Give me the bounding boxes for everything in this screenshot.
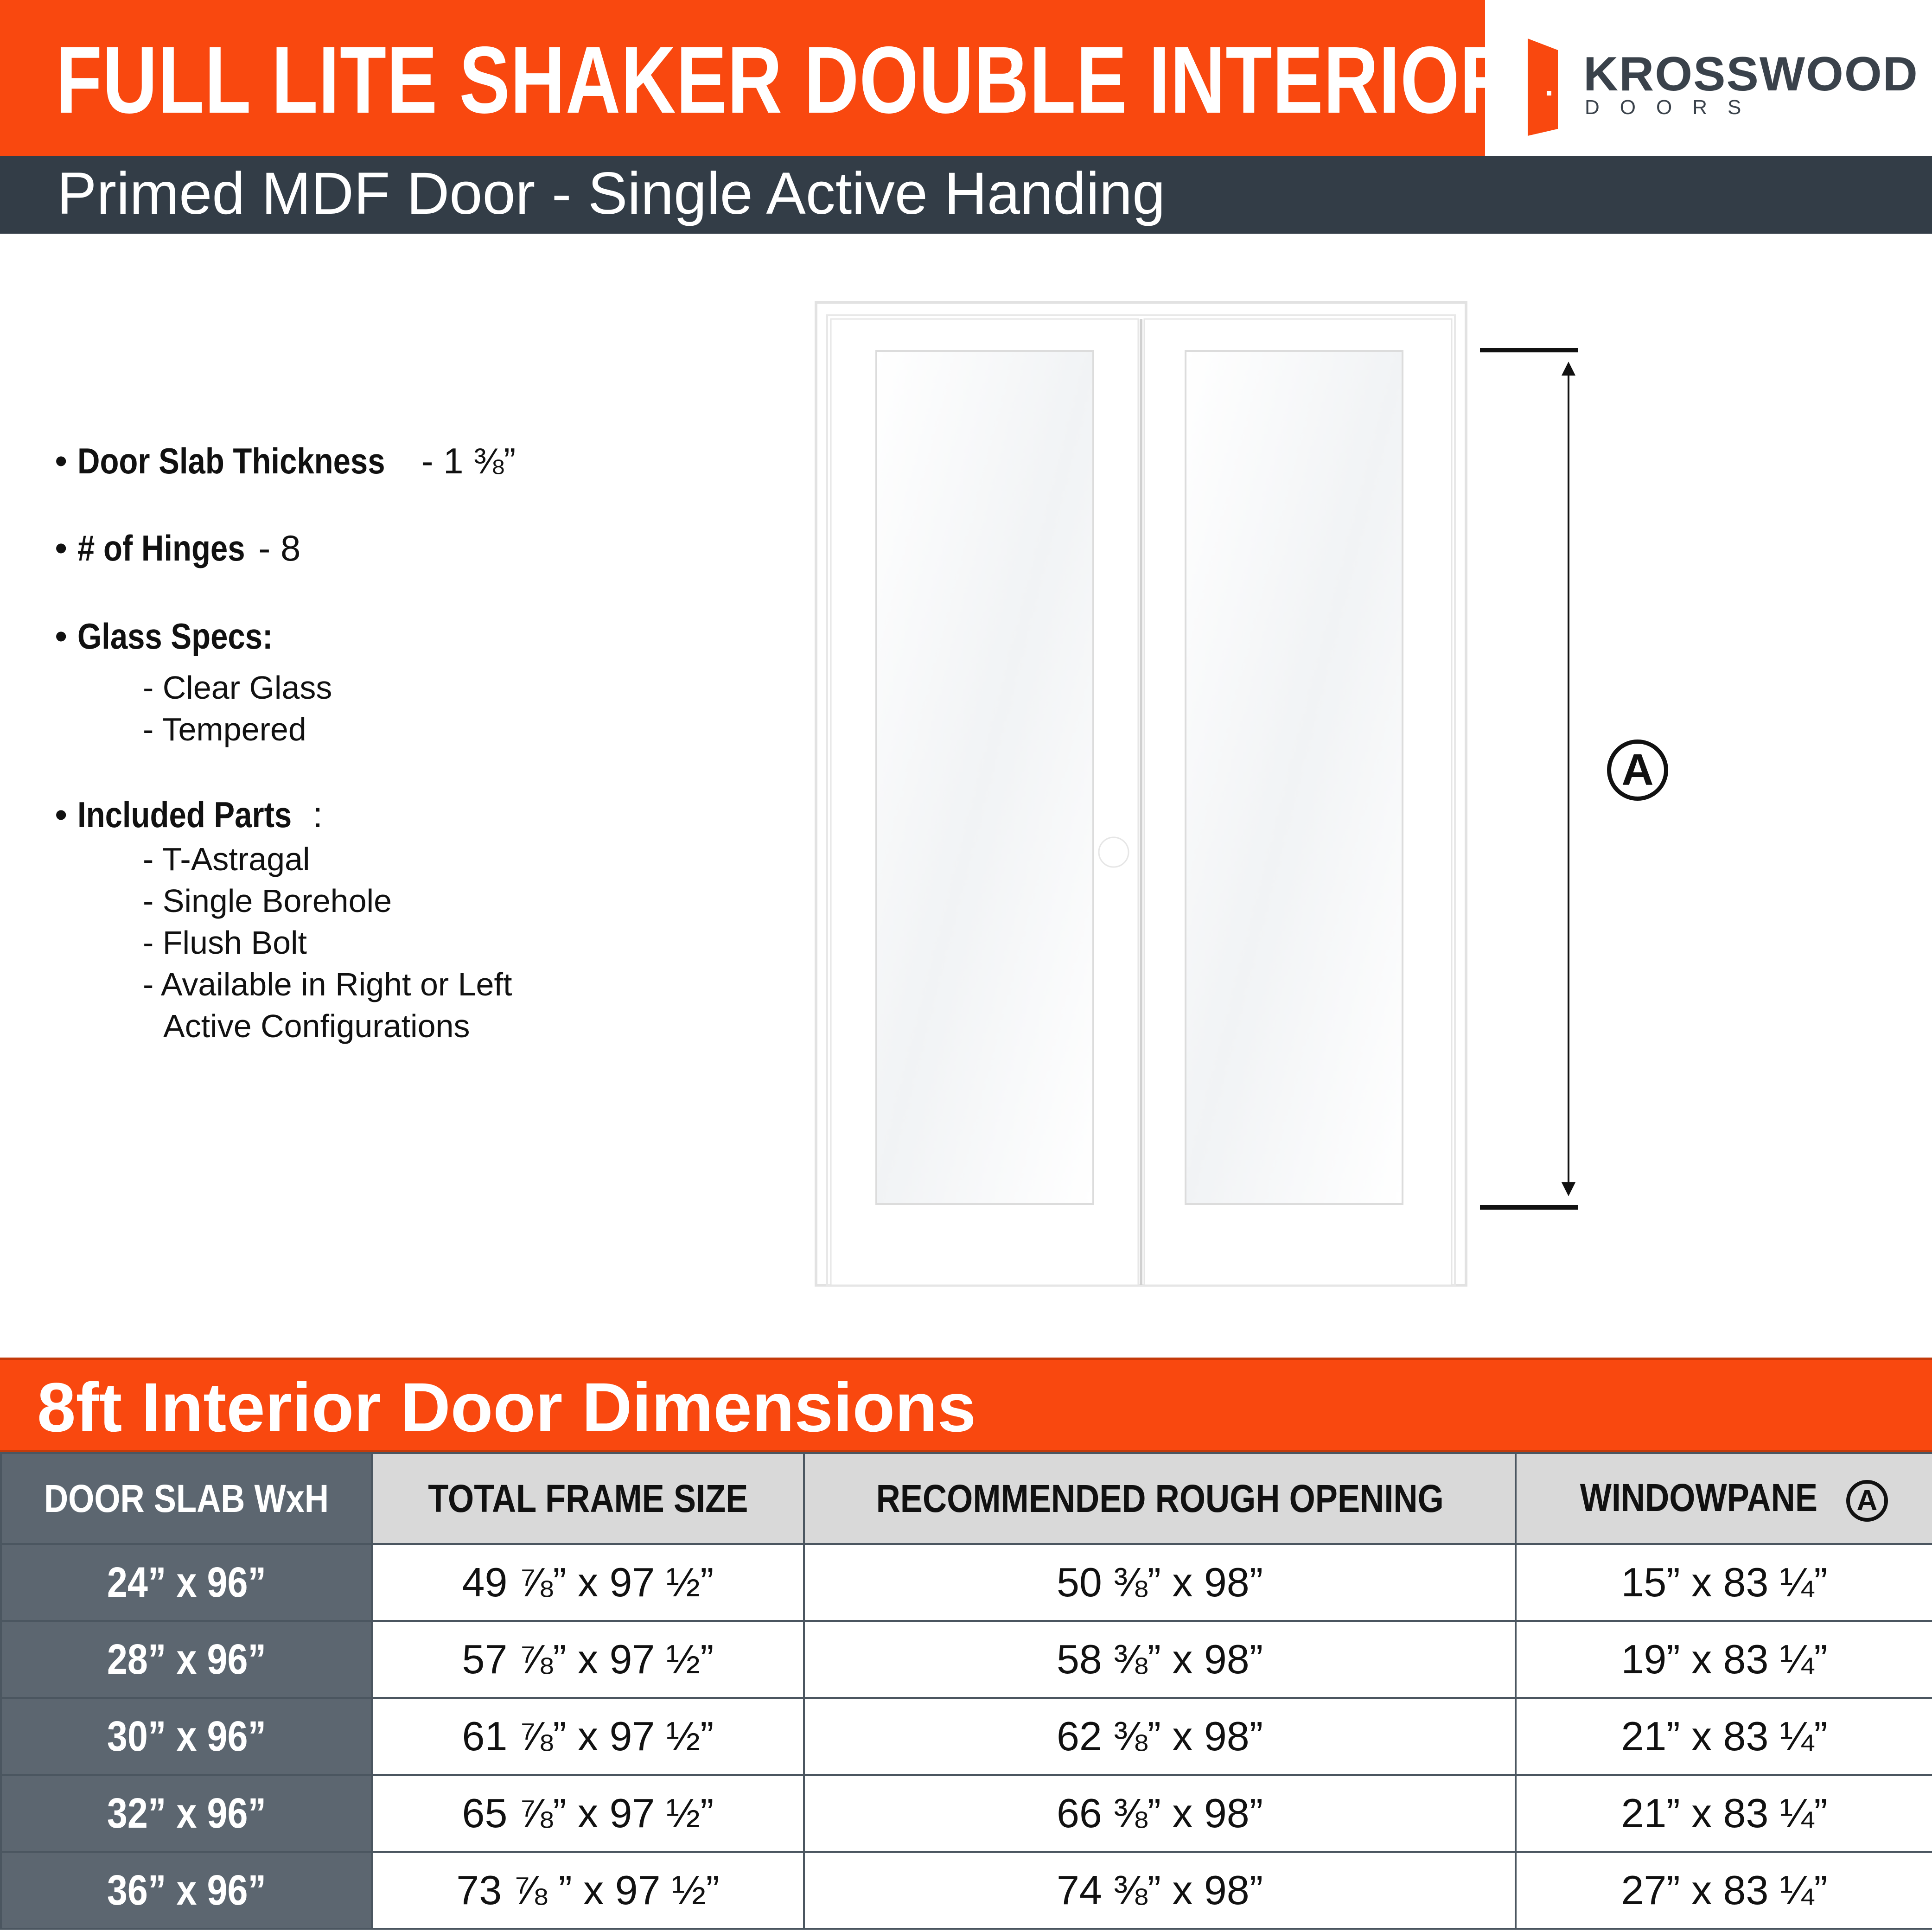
parts-item: - Single Borehole: [143, 883, 392, 919]
left-door-slab: [831, 319, 1138, 1285]
spec-parts-label: Included Parts: [77, 794, 292, 835]
dimension-a-circle: A: [1607, 740, 1668, 801]
table-header-row: [1, 1453, 1932, 1544]
table-row: 24” x 96” 49 ⅞” x 97 ½” 50 ⅜” x 98” 15” x 83 ¼”: [1, 1544, 1932, 1621]
header-door-slab: DOOR SLAB WxH: [1, 1453, 372, 1544]
door-illustration: [811, 297, 1600, 1289]
header-windowpane: WINDOWPANE A: [1516, 1453, 1932, 1544]
spec-glass-label: Glass Specs:: [77, 616, 273, 657]
dimensions-title: 8ft Interior Door Dimensions: [37, 1368, 976, 1446]
spec-thickness-label: Door Slab Thickness: [77, 440, 385, 481]
spec-thickness-value: - 1 ⅜”: [421, 440, 516, 481]
page-title: FULL LITE SHAKER DOUBLE INTERIOR: [56, 27, 1515, 133]
spec-hinges-value: - 8: [258, 528, 301, 568]
header-rough-opening: RECOMMENDED ROUGH OPENING: [804, 1453, 1516, 1544]
right-glass-pane: [1186, 351, 1403, 1204]
door-logo-icon: [1528, 38, 1558, 136]
dimensions-table: [0, 1452, 1932, 1930]
brand-subtitle: DOORS: [1585, 96, 1762, 119]
spec-parts: • Included Parts :: [55, 794, 323, 835]
page-subtitle: Primed MDF Door - Single Active Handing: [57, 160, 1166, 227]
table-row: 28” x 96” 57 ⅞” x 97 ½” 58 ⅜” x 98” 19” x 83 ¼”: [1, 1621, 1932, 1698]
right-door-slab: [1144, 319, 1452, 1285]
table-row: 36” x 96” 73 ⅞ ” x 97 ½” 74 ⅜” x 98” 27” x 83 ¼”: [1, 1852, 1932, 1929]
left-glass-pane: [876, 351, 1093, 1204]
spec-hinges-label: # of Hinges: [77, 528, 245, 568]
parts-item: - Flush Bolt: [143, 925, 307, 961]
parts-item: - T-Astragal: [143, 841, 310, 877]
glass-item: - Clear Glass: [143, 670, 332, 706]
spec-thickness: • Door Slab Thickness - 1 ⅜”: [55, 440, 516, 481]
parts-item: - Available in Right or Left: [143, 966, 512, 1002]
brand-name: KROSSWOOD: [1583, 47, 1919, 101]
header-total-frame: TOTAL FRAME SIZE: [372, 1453, 804, 1544]
door-borehole: [1099, 837, 1129, 867]
dimension-a-marker: [1480, 350, 1578, 1207]
spec-hinges: • # of Hinges - 8: [55, 528, 301, 568]
spec-glass: • Glass Specs:: [55, 616, 273, 657]
windowpane-a-marker: A: [1846, 1480, 1888, 1522]
parts-item: Active Configurations: [163, 1008, 470, 1044]
glass-item: - Tempered: [143, 711, 306, 747]
table-row: 32” x 96” 65 ⅞” x 97 ½” 66 ⅜” x 98” 21” x 83 ¼”: [1, 1775, 1932, 1852]
table-row: 30” x 96” 61 ⅞” x 97 ½” 62 ⅜” x 98” 21” x 83 ¼”: [1, 1698, 1932, 1775]
